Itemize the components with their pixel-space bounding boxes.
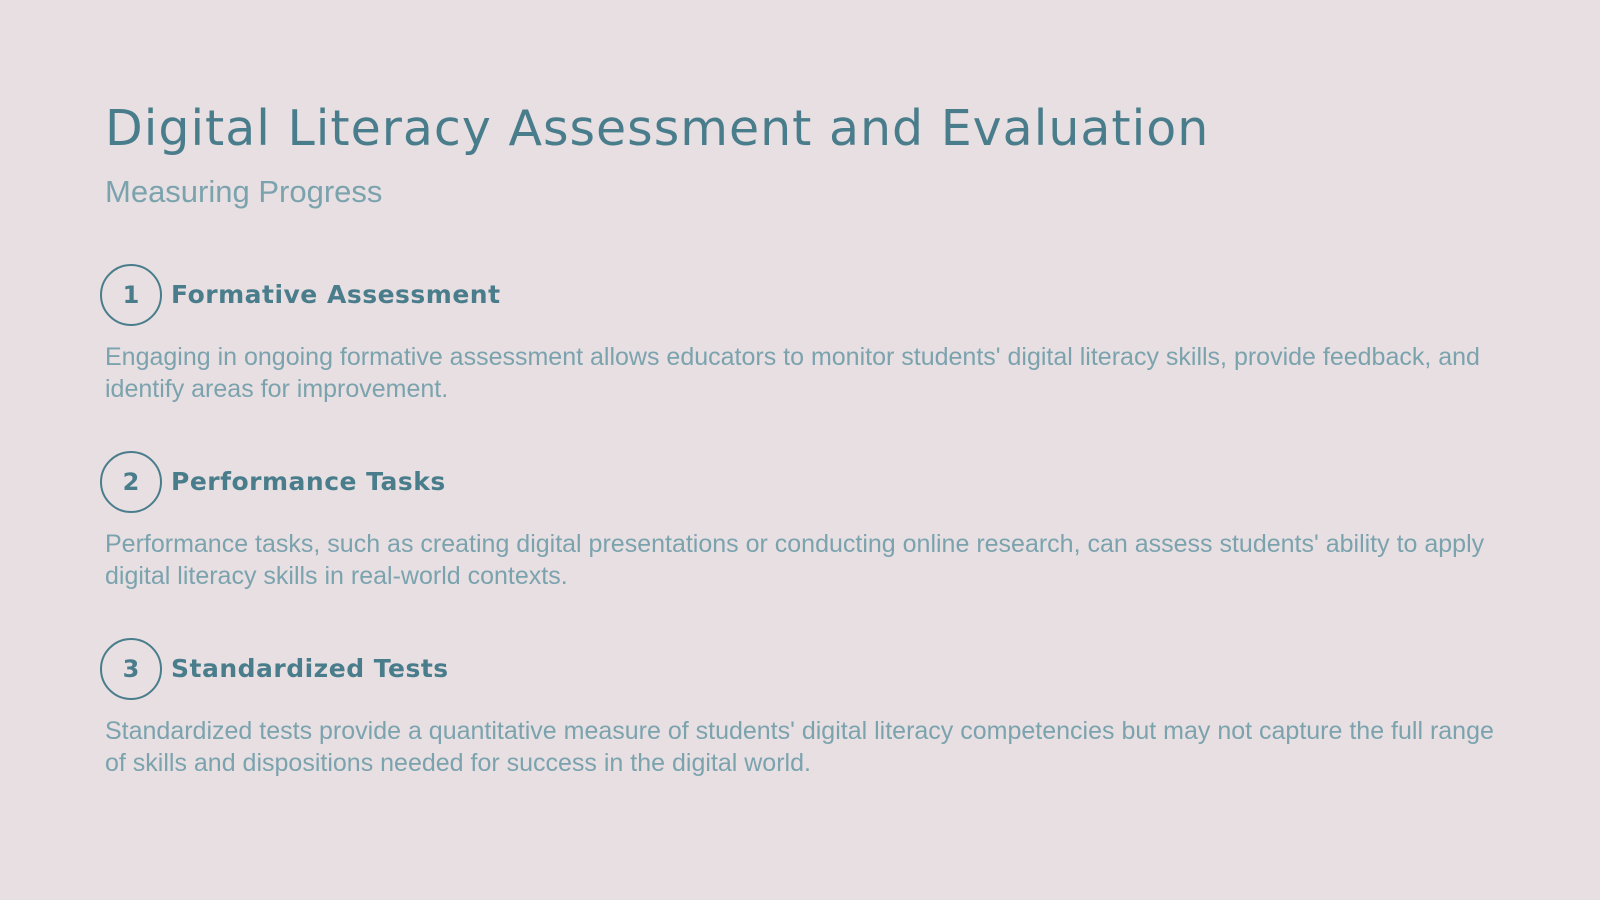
list-item-description: Engaging in ongoing formative assessment allows educators to monitor students' digital literacy skills, provide feedback, and identify areas for improvement. bbox=[105, 342, 1480, 403]
list-item-header bbox=[100, 450, 1495, 514]
list-item-performance-tasks bbox=[105, 450, 1495, 592]
list-item-standardized-tests bbox=[105, 637, 1495, 779]
list-item-header bbox=[100, 263, 1495, 327]
number-circle-badge: 1 bbox=[100, 264, 162, 326]
list-item-description: Performance tasks, such as creating digital presentations or conducting online research, can assess students' ability to apply digital literacy skills in real-world contexts. bbox=[105, 529, 1485, 590]
list-item-title: Standardized Tests bbox=[171, 654, 449, 684]
list-item-description: Standardized tests provide a quantitative measure of students' digital literacy competencies but may not capture the full range of skills and dispositions needed for success in the digital world. bbox=[105, 716, 1494, 777]
number-circle-badge: 2 bbox=[100, 451, 162, 513]
slide-subtitle: Measuring Progress bbox=[105, 173, 383, 209]
list-item-header bbox=[100, 637, 1495, 701]
numbered-list bbox=[105, 263, 1495, 779]
list-item-formative-assessment bbox=[105, 263, 1495, 405]
slide-title: Digital Literacy Assessment and Evaluation bbox=[105, 100, 1210, 157]
list-item-title: Formative Assessment bbox=[171, 280, 501, 310]
number-circle-badge: 3 bbox=[100, 638, 162, 700]
list-item-title: Performance Tasks bbox=[171, 467, 446, 497]
